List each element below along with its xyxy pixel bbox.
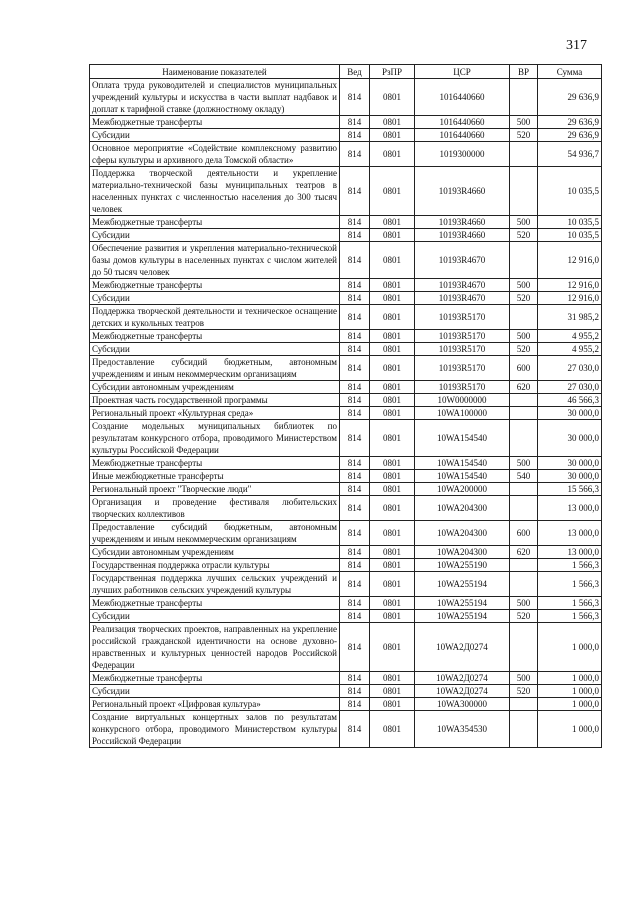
cell-csr: 10WA200000	[415, 483, 510, 496]
cell-rzpr: 0801	[370, 672, 415, 685]
cell-ved: 814	[340, 116, 370, 129]
table-row	[90, 381, 602, 394]
cell-vr: 500	[510, 279, 538, 292]
cell-vr	[510, 79, 538, 116]
cell-name: Поддержка творческой деятельности и техническое оснащение детских и кукольных театров	[90, 305, 340, 330]
cell-name: Субсидии	[90, 343, 340, 356]
table-body	[90, 79, 602, 748]
cell-name: Реализация творческих проектов, направленных на укрепление российской гражданской идентичности на основе духовно-нравственных и культурных ценностей народов Российской Федерации	[90, 623, 340, 672]
cell-csr: 10WA300000	[415, 698, 510, 711]
header-sum: Сумма	[538, 65, 602, 79]
cell-ved: 814	[340, 457, 370, 470]
cell-rzpr: 0801	[370, 330, 415, 343]
cell-rzpr: 0801	[370, 305, 415, 330]
cell-name: Предоставление субсидий бюджетным, автономным учреждениям и иным некоммерческим организациям	[90, 356, 340, 381]
cell-name: Предоставление субсидий бюджетным, автономным учреждениям и иным некоммерческим организациям	[90, 521, 340, 546]
cell-ved: 814	[340, 496, 370, 521]
cell-vr: 500	[510, 330, 538, 343]
cell-csr: 10193R4670	[415, 292, 510, 305]
cell-csr: 10193R5170	[415, 381, 510, 394]
cell-sum: 1 000,0	[538, 685, 602, 698]
cell-name: Государственная поддержка отрасли культуры	[90, 559, 340, 572]
table-row	[90, 572, 602, 597]
cell-csr: 10WA2Д0274	[415, 623, 510, 672]
cell-sum: 29 636,9	[538, 116, 602, 129]
cell-ved: 814	[340, 672, 370, 685]
cell-name: Проектная часть государственной программы	[90, 394, 340, 407]
table-row	[90, 167, 602, 216]
cell-rzpr: 0801	[370, 167, 415, 216]
cell-name: Основное мероприятие «Содействие комплексному развитию сферы культуры и архивного дела Томской области»	[90, 142, 340, 167]
cell-rzpr: 0801	[370, 685, 415, 698]
cell-vr: 620	[510, 381, 538, 394]
cell-sum: 13 000,0	[538, 496, 602, 521]
cell-rzpr: 0801	[370, 623, 415, 672]
cell-rzpr: 0801	[370, 483, 415, 496]
table-row	[90, 698, 602, 711]
cell-name: Межбюджетные трансферты	[90, 457, 340, 470]
table-row	[90, 483, 602, 496]
cell-vr	[510, 242, 538, 279]
cell-csr: 10193R5170	[415, 356, 510, 381]
cell-sum: 12 916,0	[538, 242, 602, 279]
cell-name: Региональный проект «Цифровая культура»	[90, 698, 340, 711]
cell-sum: 12 916,0	[538, 292, 602, 305]
table-row	[90, 623, 602, 672]
table-row	[90, 470, 602, 483]
cell-vr	[510, 407, 538, 420]
header-name: Наименование показателей	[90, 65, 340, 79]
cell-rzpr: 0801	[370, 343, 415, 356]
budget-table	[89, 64, 602, 748]
cell-vr: 520	[510, 292, 538, 305]
cell-rzpr: 0801	[370, 496, 415, 521]
cell-rzpr: 0801	[370, 572, 415, 597]
cell-sum: 1 566,3	[538, 597, 602, 610]
cell-name: Субсидии автономным учреждениям	[90, 546, 340, 559]
cell-ved: 814	[340, 229, 370, 242]
cell-ved: 814	[340, 597, 370, 610]
cell-sum: 10 035,5	[538, 167, 602, 216]
cell-vr	[510, 572, 538, 597]
table-row	[90, 343, 602, 356]
cell-rzpr: 0801	[370, 407, 415, 420]
cell-ved: 814	[340, 483, 370, 496]
cell-vr: 620	[510, 546, 538, 559]
cell-rzpr: 0801	[370, 242, 415, 279]
cell-sum: 15 566,3	[538, 483, 602, 496]
cell-csr: 1019300000	[415, 142, 510, 167]
cell-ved: 814	[340, 381, 370, 394]
cell-name: Межбюджетные трансферты	[90, 672, 340, 685]
table-row	[90, 330, 602, 343]
cell-vr	[510, 559, 538, 572]
cell-rzpr: 0801	[370, 546, 415, 559]
cell-csr: 10WA255194	[415, 597, 510, 610]
table-row	[90, 79, 602, 116]
table-row	[90, 407, 602, 420]
cell-rzpr: 0801	[370, 116, 415, 129]
cell-rzpr: 0801	[370, 521, 415, 546]
cell-rzpr: 0801	[370, 470, 415, 483]
cell-csr: 10WA255190	[415, 559, 510, 572]
cell-sum: 31 985,2	[538, 305, 602, 330]
cell-sum: 27 030,0	[538, 356, 602, 381]
cell-vr	[510, 420, 538, 457]
cell-ved: 814	[340, 685, 370, 698]
cell-ved: 814	[340, 711, 370, 748]
cell-vr: 500	[510, 672, 538, 685]
cell-name: Обеспечение развития и укрепления материально-технической базы домов культуры в населенных пунктах с числом жителей до 50 тысяч человек	[90, 242, 340, 279]
cell-ved: 814	[340, 167, 370, 216]
cell-sum: 4 955,2	[538, 343, 602, 356]
cell-name: Поддержка творческой деятельности и укрепление материально-технической базы муниципальных театров в населенных пунктах с численностью населения до 300 тысяч человек	[90, 167, 340, 216]
cell-sum: 1 000,0	[538, 623, 602, 672]
cell-csr: 10W0000000	[415, 394, 510, 407]
cell-rzpr: 0801	[370, 292, 415, 305]
cell-csr: 1016440660	[415, 79, 510, 116]
cell-ved: 814	[340, 521, 370, 546]
cell-sum: 27 030,0	[538, 381, 602, 394]
cell-ved: 814	[340, 305, 370, 330]
cell-sum: 46 566,3	[538, 394, 602, 407]
cell-sum: 54 936,7	[538, 142, 602, 167]
cell-vr	[510, 623, 538, 672]
cell-ved: 814	[340, 394, 370, 407]
cell-vr: 600	[510, 356, 538, 381]
cell-csr: 10193R5170	[415, 330, 510, 343]
table-row	[90, 610, 602, 623]
table-row	[90, 305, 602, 330]
cell-csr: 10WA154540	[415, 457, 510, 470]
cell-ved: 814	[340, 216, 370, 229]
cell-vr	[510, 698, 538, 711]
table-row	[90, 394, 602, 407]
cell-name: Межбюджетные трансферты	[90, 330, 340, 343]
cell-vr: 520	[510, 610, 538, 623]
cell-ved: 814	[340, 142, 370, 167]
header-vr: ВР	[510, 65, 538, 79]
cell-csr: 10WA204300	[415, 546, 510, 559]
cell-csr: 10WA204300	[415, 496, 510, 521]
cell-csr: 10193R4660	[415, 229, 510, 242]
cell-csr: 10193R5170	[415, 305, 510, 330]
cell-sum: 4 955,2	[538, 330, 602, 343]
cell-name: Субсидии	[90, 129, 340, 142]
cell-ved: 814	[340, 343, 370, 356]
cell-name: Межбюджетные трансферты	[90, 216, 340, 229]
cell-name: Оплата труда руководителей и специалистов муниципальных учреждений культуры и искусства в части выплат надбавок и доплат к тарифной ставке (должностному окладу)	[90, 79, 340, 116]
cell-csr: 10193R5170	[415, 343, 510, 356]
cell-name: Субсидии автономным учреждениям	[90, 381, 340, 394]
table-header-row	[90, 65, 602, 79]
cell-rzpr: 0801	[370, 420, 415, 457]
table-row	[90, 229, 602, 242]
cell-ved: 814	[340, 559, 370, 572]
cell-vr: 520	[510, 343, 538, 356]
cell-csr: 1016440660	[415, 116, 510, 129]
cell-ved: 814	[340, 420, 370, 457]
table-row	[90, 559, 602, 572]
cell-rzpr: 0801	[370, 356, 415, 381]
header-rzpr: РзПР	[370, 65, 415, 79]
cell-csr: 10WA255194	[415, 572, 510, 597]
cell-name: Региональный проект «Культурная среда»	[90, 407, 340, 420]
cell-ved: 814	[340, 79, 370, 116]
cell-name: Региональный проект "Творческие люди"	[90, 483, 340, 496]
cell-rzpr: 0801	[370, 216, 415, 229]
page-number: 317	[566, 38, 587, 53]
cell-name: Субсидии	[90, 292, 340, 305]
table-row	[90, 420, 602, 457]
table-row	[90, 356, 602, 381]
cell-csr: 10WA2Д0274	[415, 685, 510, 698]
cell-name: Организация и проведение фестиваля любительских творческих коллективов	[90, 496, 340, 521]
cell-rzpr: 0801	[370, 394, 415, 407]
cell-sum: 1 000,0	[538, 672, 602, 685]
cell-ved: 814	[340, 292, 370, 305]
cell-vr: 500	[510, 457, 538, 470]
table-row	[90, 672, 602, 685]
cell-vr: 500	[510, 216, 538, 229]
cell-rzpr: 0801	[370, 711, 415, 748]
cell-name: Субсидии	[90, 685, 340, 698]
cell-sum: 1 566,3	[538, 559, 602, 572]
cell-vr: 520	[510, 685, 538, 698]
cell-ved: 814	[340, 546, 370, 559]
table-row	[90, 279, 602, 292]
table-row	[90, 685, 602, 698]
cell-ved: 814	[340, 129, 370, 142]
cell-sum: 13 000,0	[538, 546, 602, 559]
cell-name: Создание модельных муниципальных библиотек по результатам конкурсного отбора, проводимого Министерством культуры Российской Федерации	[90, 420, 340, 457]
table-row	[90, 292, 602, 305]
cell-vr: 540	[510, 470, 538, 483]
table-row	[90, 546, 602, 559]
cell-vr: 500	[510, 116, 538, 129]
cell-rzpr: 0801	[370, 142, 415, 167]
cell-vr	[510, 394, 538, 407]
cell-sum: 10 035,5	[538, 229, 602, 242]
cell-vr: 520	[510, 229, 538, 242]
cell-ved: 814	[340, 470, 370, 483]
cell-vr	[510, 496, 538, 521]
table-row	[90, 597, 602, 610]
cell-rzpr: 0801	[370, 698, 415, 711]
cell-ved: 814	[340, 572, 370, 597]
table-row	[90, 216, 602, 229]
cell-csr: 10WA255194	[415, 610, 510, 623]
cell-sum: 1 566,3	[538, 610, 602, 623]
cell-sum: 1 000,0	[538, 711, 602, 748]
cell-name: Субсидии	[90, 610, 340, 623]
table-row	[90, 496, 602, 521]
cell-vr	[510, 142, 538, 167]
cell-csr: 10193R4670	[415, 279, 510, 292]
table-row	[90, 521, 602, 546]
cell-ved: 814	[340, 330, 370, 343]
cell-csr: 10WA154540	[415, 470, 510, 483]
cell-ved: 814	[340, 623, 370, 672]
cell-ved: 814	[340, 279, 370, 292]
table-row	[90, 711, 602, 748]
cell-rzpr: 0801	[370, 129, 415, 142]
cell-ved: 814	[340, 356, 370, 381]
cell-rzpr: 0801	[370, 457, 415, 470]
cell-csr: 10WA2Д0274	[415, 672, 510, 685]
cell-ved: 814	[340, 242, 370, 279]
cell-csr: 10193R4660	[415, 216, 510, 229]
cell-name: Создание виртуальных концертных залов по результатам конкурсного отбора, проводимого Министерством культуры Российской Федерации	[90, 711, 340, 748]
cell-ved: 814	[340, 698, 370, 711]
cell-rzpr: 0801	[370, 229, 415, 242]
cell-vr: 520	[510, 129, 538, 142]
cell-sum: 10 035,5	[538, 216, 602, 229]
cell-rzpr: 0801	[370, 79, 415, 116]
cell-sum: 30 000,0	[538, 470, 602, 483]
cell-name: Межбюджетные трансферты	[90, 597, 340, 610]
cell-sum: 30 000,0	[538, 420, 602, 457]
cell-vr	[510, 305, 538, 330]
cell-csr: 10WA100000	[415, 407, 510, 420]
cell-csr: 10WA204300	[415, 521, 510, 546]
cell-sum: 30 000,0	[538, 457, 602, 470]
cell-name: Межбюджетные трансферты	[90, 116, 340, 129]
table-row	[90, 116, 602, 129]
cell-csr: 10WA154540	[415, 420, 510, 457]
cell-sum: 29 636,9	[538, 79, 602, 116]
table-row	[90, 129, 602, 142]
cell-name: Межбюджетные трансферты	[90, 279, 340, 292]
cell-sum: 13 000,0	[538, 521, 602, 546]
cell-rzpr: 0801	[370, 559, 415, 572]
table-row	[90, 457, 602, 470]
cell-vr	[510, 167, 538, 216]
cell-rzpr: 0801	[370, 610, 415, 623]
cell-vr: 600	[510, 521, 538, 546]
cell-ved: 814	[340, 610, 370, 623]
cell-sum: 1 566,3	[538, 572, 602, 597]
cell-sum: 29 636,9	[538, 129, 602, 142]
cell-sum: 30 000,0	[538, 407, 602, 420]
cell-csr: 10193R4660	[415, 167, 510, 216]
cell-vr: 500	[510, 597, 538, 610]
cell-rzpr: 0801	[370, 381, 415, 394]
cell-name: Субсидии	[90, 229, 340, 242]
cell-name: Иные межбюджетные трансферты	[90, 470, 340, 483]
cell-sum: 1 000,0	[538, 698, 602, 711]
cell-rzpr: 0801	[370, 597, 415, 610]
cell-rzpr: 0801	[370, 279, 415, 292]
cell-csr: 1016440660	[415, 129, 510, 142]
cell-csr: 10WA354530	[415, 711, 510, 748]
table-row	[90, 242, 602, 279]
cell-vr	[510, 483, 538, 496]
table-row	[90, 142, 602, 167]
cell-csr: 10193R4670	[415, 242, 510, 279]
cell-sum: 12 916,0	[538, 279, 602, 292]
cell-name: Государственная поддержка лучших сельских учреждений и лучших работников сельских учреждений культуры	[90, 572, 340, 597]
cell-ved: 814	[340, 407, 370, 420]
cell-vr	[510, 711, 538, 748]
header-csr: ЦСР	[415, 65, 510, 79]
header-ved: Вед	[340, 65, 370, 79]
